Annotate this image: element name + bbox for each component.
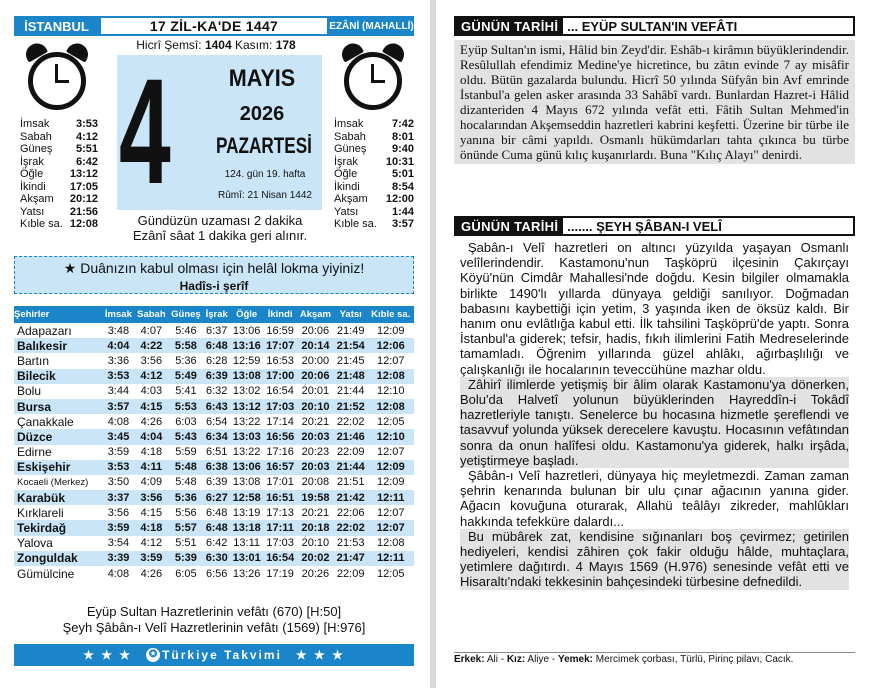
time-cell: 20:10	[301, 537, 330, 550]
prayer-time-value: 10:31	[385, 155, 414, 168]
time-cell: 22:02	[336, 415, 365, 428]
time-cell: 6:39	[206, 476, 228, 489]
prayer-time-value: 17:05	[69, 180, 98, 193]
time-cell: 6:56	[206, 567, 228, 580]
prayer-time-value: 12:08	[69, 218, 98, 230]
time-cell: 12:10	[367, 429, 414, 444]
article-paragraph: Şâbân-ı Velî hazretleri, dünyaya hiç meyletmezdi. Zaman zaman şehrin kenarında bulunan bir ulu çınar ağacının yanına gider. Ağacın kovuğuna oturarak, Allahü teâlâyı zikreder, mahlûkları hakkında tefekküre dalardı...	[460, 468, 849, 529]
hijri-date: 17 ZİL-KA'DE 1447	[99, 16, 329, 36]
city-name: Balıkesir	[14, 338, 102, 353]
time-cell: 13:22	[232, 446, 261, 459]
time-cell: 3:50	[107, 476, 130, 489]
time-cell: 17:03	[266, 537, 294, 550]
time-cell: 21:48	[334, 369, 367, 384]
prayer-time-label: Kıble sa.	[20, 218, 63, 230]
time-cell: 6:48	[204, 520, 230, 535]
table-header-row	[14, 306, 414, 323]
time-cell: 4:22	[134, 338, 168, 353]
prayer-time-row	[20, 168, 98, 181]
article-paragraph: Şabân-ı Velî hazretleri on altıncı yüzyılda yaşayan Osmanlı velîlerindendir. Kastamonu'nun Taşköprü ilçesinin Çakırçayı Köyü'nün Cimdâr Mahallesi'nde doğdu. Kesin bilgiler olmamakla birlikte 1490'lı yıllarda dünyaya geldiği sanılıyor. Doğmadan babasını kaybettiği için yetim, 3 yaşında iken de öksüz kaldı. Bir hanım onu evlâtlığa kabul etti. İlk tahsilini Taşköprü'de yaptı. Sonra İstanbul'a giderek; tefsir, hadis, fıkıh ilimlerini Fatih Medreselerinde tamamladı. Öğrenim yıllarında güzel ahlâkı, ağırbaşlılığı ve çalışkanlığı ile hocalarının teveccühüne mazhar oldu.	[460, 240, 849, 377]
time-cell: 4:15	[134, 399, 168, 414]
time-cell: 6:28	[206, 354, 228, 367]
city-name: Gümülcine	[17, 566, 75, 581]
event-line: Şeyh Şâbân-ı Velî Hazretlerinin vefâtı (1569) [H:976]	[62, 620, 366, 635]
table-header-cell: Öğle	[230, 306, 263, 323]
time-cell: 3:48	[107, 324, 130, 337]
time-cell: 21:54	[334, 338, 367, 353]
prayer-time-label: Güneş	[20, 143, 53, 155]
prayer-time-label: İşrak	[20, 155, 44, 168]
time-cell: 16:56	[263, 429, 296, 444]
prayer-time-value: 7:42	[391, 118, 414, 130]
time-cell: 12:59	[232, 354, 261, 367]
time-cell: 4:18	[140, 446, 163, 459]
time-cell: 20:06	[301, 324, 330, 337]
hadith-box	[14, 256, 414, 294]
prayer-time-label: Kıble sa.	[334, 218, 377, 230]
city-prayer-table	[14, 306, 414, 581]
prayer-time-row	[334, 118, 414, 131]
daylight-note: Gündüzün uzaması 2 dakika Ezânî sâat 1 dakika geri alınır.	[132, 213, 308, 243]
time-cell: 12:07	[376, 354, 405, 367]
time-cell: 12:11	[367, 490, 414, 505]
time-cell: 12:05	[376, 415, 405, 428]
table-header-cell: Yatsı	[334, 306, 367, 323]
time-cell: 16:51	[263, 490, 296, 505]
city-name: Bilecik	[14, 369, 102, 384]
time-cell: 17:00	[263, 369, 296, 384]
time-cell: 5:58	[168, 338, 203, 353]
city-name: Düzce	[14, 429, 102, 444]
time-cell: 12:10	[376, 385, 405, 398]
table-row	[14, 384, 414, 399]
city-name: Kocaeli (Merkez)	[17, 476, 89, 488]
hijri-shemsi-line: Hicrî Şemsî: 1404 Kasım: 178	[136, 38, 296, 52]
prayer-time-value: 3:53	[75, 118, 98, 130]
ezani-header: EZÂNİ (MAHALLİ)	[329, 16, 414, 36]
time-cell: 21:47	[334, 551, 367, 566]
time-cell: 20:08	[301, 476, 330, 489]
time-cell: 13:08	[230, 369, 263, 384]
prayer-time-value: 1:44	[391, 205, 414, 218]
prayer-time-row	[20, 218, 98, 231]
prayer-time-label: Öğle	[334, 168, 358, 180]
city-name: Zonguldak	[14, 551, 102, 566]
footer-title: Türkiye Takvimi	[162, 648, 282, 662]
time-cell: 6:37	[206, 324, 228, 337]
time-cell: 22:02	[334, 520, 367, 535]
time-cell: 17:01	[266, 476, 294, 489]
time-cell: 4:03	[140, 385, 163, 398]
time-cell: 21:49	[336, 324, 365, 337]
table-row	[14, 460, 414, 475]
time-cell: 4:09	[140, 476, 163, 489]
time-cell: 20:10	[297, 399, 334, 414]
year: 2026	[239, 103, 285, 125]
time-cell: 20:06	[297, 369, 334, 384]
time-cell: 21:42	[334, 490, 367, 505]
time-cell: 16:59	[266, 324, 294, 337]
time-cell: 13:22	[232, 415, 261, 428]
time-cell: 17:03	[263, 399, 296, 414]
time-cell: 12:06	[367, 338, 414, 353]
prayer-time-row	[20, 193, 98, 206]
time-cell: 16:53	[266, 354, 294, 367]
time-cell: 21:44	[334, 460, 367, 475]
time-cell: 4:26	[140, 415, 163, 428]
prayer-time-row	[334, 168, 414, 181]
time-cell: 3:36	[107, 354, 130, 367]
prayer-time-label: İmsak	[20, 118, 50, 130]
time-cell: 12:05	[376, 567, 405, 580]
time-cell: 5:48	[175, 476, 197, 489]
prayer-time-row	[334, 193, 414, 206]
section-header-eyup: GÜNÜN TARİHİ ... EYÜP SULTAN'IN VEFÂTI	[454, 16, 855, 36]
time-cell: 4:08	[107, 415, 130, 428]
prayer-time-value: 6:42	[75, 155, 98, 168]
time-cell: 5:49	[168, 369, 203, 384]
article-paragraph: Zâhirî ilimlerde yetişmiş bir âlim olarak Kastamonu'ya dönerken, Bolu'da Halvetî yolunun büyüklerinden Hayreddîn-i Tokâdî hazretleriyle tanıştı. Senelerce bu hocasına hizmetle şereflendi ve tasavvuf yolunda yüksek derecelere kavuştu. Hocasının vefâtından sonra da onun halîfesi oldu. Kastamonu'ya giderek, halkı irşâda, yetiştirmeye başladı.	[460, 376, 849, 468]
table-row	[14, 520, 414, 535]
time-cell: 12:07	[376, 506, 405, 519]
prayer-time-label: Yatsı	[334, 205, 359, 218]
table-header-cell: Şehirler	[14, 306, 102, 323]
city-name: Edirne	[17, 445, 52, 460]
time-cell: 3:37	[102, 490, 134, 505]
time-cell: 20:03	[297, 460, 334, 475]
footer-banner: ★ ★ ★ ✪ Türkiye Takvimi ★ ★ ★	[14, 644, 414, 666]
section-header-saban: GÜNÜN TARİHİ ....... ŞEYH ŞÂBAN-I VELÎ	[454, 216, 855, 236]
table-row	[14, 338, 414, 353]
local-prayer-times	[20, 118, 98, 231]
time-cell: 20:21	[301, 415, 330, 428]
time-cell: 12:09	[367, 460, 414, 475]
prayer-time-value: 21:56	[69, 205, 98, 218]
table-row	[14, 566, 414, 581]
time-cell: 17:19	[266, 567, 294, 580]
time-cell: 22:09	[336, 567, 365, 580]
prayer-time-row	[334, 206, 414, 219]
table-header-cell: Kıble sa.	[367, 306, 414, 323]
time-cell: 21:46	[334, 429, 367, 444]
time-cell: 6:48	[206, 506, 228, 519]
time-cell: 3:59	[134, 551, 168, 566]
table-row	[14, 551, 414, 566]
time-cell: 12:11	[367, 551, 414, 566]
time-cell: 22:09	[336, 446, 365, 459]
eyup-sultan-article: Eyüp Sultan'ın ismi, Hâlid bin Zeyd'dir. Eshâb-ı kirâmın büyüklerindendir. Resûlullah efendimiz Medine'ye hicretince, bu zâtın evinde 7 ay misâfir oldu. Bütün gazalarda bulundu. Hicrî 50 yılında Süfyân bin Avf emrinde İstanbul'a gelen asker arasında 33 Sahâbî vardı. Bunlardan Hazret-i Hâlid dizanteriden 4 Mayıs 672 yılında vefât etti. Fâtih Sultan Mehmed'in hocalarından Akşemseddin hazretleri kabrini keşfetti. Üzerine bir türbe ile yanına bir câmi yapıldı. Osmanlı hükümdarları tahta çıkınca bu türbe önünde Cuma günü kılıç kuşanırlardı. Buna "Kılıç Alayı" denirdi.	[454, 40, 855, 164]
prayer-time-value: 8:54	[391, 180, 414, 193]
time-cell: 13:03	[230, 429, 263, 444]
time-cell: 4:15	[140, 506, 163, 519]
prayer-time-row	[20, 156, 98, 169]
left-page	[0, 0, 434, 688]
time-cell: 6:03	[175, 415, 197, 428]
day-number: 4	[119, 47, 171, 215]
logo-icon: ✪	[146, 648, 160, 662]
city-name: Yalova	[17, 536, 53, 551]
time-cell: 20:03	[297, 429, 334, 444]
prayer-time-label: Sabah	[20, 130, 52, 143]
time-cell: 13:18	[230, 520, 263, 535]
time-cell: 5:43	[168, 429, 203, 444]
city-name: Eskişehir	[14, 460, 102, 475]
time-cell: 4:07	[140, 324, 163, 337]
city-name: Tekirdağ	[14, 520, 102, 535]
time-cell: 16:54	[266, 385, 294, 398]
prayer-time-row	[334, 156, 414, 169]
name-and-menu-line: Erkek: Ali - Kız: Aliye - Yemek: Mercimek çorbası, Türlü, Pirinç pilavı, Cacık.	[454, 652, 855, 665]
time-cell: 3:44	[107, 385, 130, 398]
time-cell: 22:06	[336, 506, 365, 519]
time-cell: 13:06	[230, 460, 263, 475]
time-cell: 20:02	[297, 551, 334, 566]
time-cell: 6:48	[204, 338, 230, 353]
time-cell: 20:01	[301, 385, 330, 398]
time-cell: 20:21	[301, 506, 330, 519]
time-cell: 20:18	[297, 520, 334, 535]
time-cell: 13:19	[232, 506, 261, 519]
time-cell: 12:07	[376, 446, 405, 459]
day-events	[14, 604, 414, 636]
time-cell: 5:51	[175, 537, 197, 550]
table-header-cell: Sabah	[134, 306, 168, 323]
time-cell: 4:26	[140, 567, 163, 580]
time-cell: 19:58	[297, 490, 334, 505]
time-cell: 13:01	[230, 551, 263, 566]
time-cell: 6:51	[206, 446, 228, 459]
prayer-time-row	[20, 131, 98, 144]
time-cell: 6:42	[206, 537, 228, 550]
time-cell: 6:27	[204, 490, 230, 505]
rumi-date: Rûmî: 21 Nisan 1442	[218, 190, 312, 201]
hadith-text: ★ Duânızın kabul olması için helâl lokma yiyiniz!	[63, 260, 365, 276]
city-name: Bartın	[17, 353, 50, 368]
prayer-time-label: İşrak	[334, 155, 358, 168]
city-name: Karabük	[14, 490, 102, 505]
article-paragraph: Bu mübârek zat, kendisine sığınanları boş çevirmez; getirilen hediyeleri, kendisi zâhiren çok fakir olduğu hâlde, muhtaçlara, yetimlere dağıtırdı. 4 Mayıs 1569 (H.976) senesinde vefât etti ve Hisaraltı'ndaki tekkesinin bahçesindeki türbesine defnedildi.	[460, 528, 849, 590]
time-cell: 16:57	[263, 460, 296, 475]
time-cell: 4:04	[102, 338, 134, 353]
prayer-time-row	[20, 206, 98, 219]
prayer-time-value: 3:57	[391, 218, 414, 230]
time-cell: 3:54	[107, 537, 130, 550]
city-name: Kırklareli	[17, 505, 64, 520]
time-cell: 4:11	[134, 460, 168, 475]
table-row	[14, 429, 414, 444]
time-cell: 5:48	[168, 460, 203, 475]
prayer-time-row	[334, 181, 414, 194]
time-cell: 12:09	[376, 476, 405, 489]
table-row	[14, 414, 414, 429]
event-line: Eyüp Sultan Hazretlerinin vefâtı (670) [H:50]	[86, 604, 342, 619]
time-cell: 6:32	[206, 385, 228, 398]
week-info: 124. gün 19. hafta	[224, 169, 306, 180]
time-cell: 21:44	[336, 385, 365, 398]
time-cell: 12:08	[367, 399, 414, 414]
time-cell: 3:56	[134, 490, 168, 505]
time-cell: 12:07	[367, 520, 414, 535]
time-cell: 13:06	[232, 324, 261, 337]
time-cell: 20:26	[301, 567, 330, 580]
time-cell: 12:08	[367, 369, 414, 384]
time-cell: 13:16	[230, 338, 263, 353]
time-cell: 6:30	[204, 551, 230, 566]
time-cell: 6:05	[175, 567, 197, 580]
time-cell: 17:07	[263, 338, 296, 353]
prayer-time-label: İkindi	[20, 180, 46, 193]
time-cell: 3:39	[102, 551, 134, 566]
city-name: Bursa	[14, 399, 102, 414]
time-cell: 13:26	[232, 567, 261, 580]
city-name: Çanakkale	[17, 414, 74, 429]
time-cell: 3:53	[102, 460, 134, 475]
table-header-cell: İşrak	[204, 306, 230, 323]
prayer-time-label: İmsak	[334, 118, 364, 130]
time-cell: 21:51	[336, 476, 365, 489]
table-row	[14, 369, 414, 384]
alarm-clock-icon	[22, 44, 92, 114]
table-row	[14, 399, 414, 414]
prayer-time-value: 12:00	[385, 193, 414, 205]
time-cell: 21:52	[334, 399, 367, 414]
table-row	[14, 475, 414, 490]
time-cell: 6:38	[204, 460, 230, 475]
time-cell: 5:39	[168, 551, 203, 566]
time-cell: 6:43	[204, 399, 230, 414]
prayer-time-row	[20, 118, 98, 131]
table-header-cell: İmsak	[102, 306, 134, 323]
month-name: MAYIS	[228, 65, 296, 92]
prayer-time-row	[334, 131, 414, 144]
time-cell: 5:46	[175, 324, 197, 337]
time-cell: 3:57	[102, 399, 134, 414]
time-cell: 4:12	[134, 369, 168, 384]
time-cell: 5:53	[168, 399, 203, 414]
prayer-time-value: 5:51	[75, 143, 98, 155]
time-cell: 4:04	[134, 429, 168, 444]
table-row	[14, 490, 414, 505]
time-cell: 5:57	[168, 520, 203, 535]
prayer-time-label: Güneş	[334, 143, 367, 155]
prayer-time-value: 4:12	[75, 130, 98, 143]
time-cell: 20:14	[297, 338, 334, 353]
prayer-time-label: Yatsı	[20, 205, 45, 218]
date-box	[117, 47, 322, 215]
ezani-prayer-times	[334, 118, 414, 231]
time-cell: 5:59	[175, 446, 197, 459]
city-header: İSTANBUL	[14, 16, 99, 36]
top-bar	[14, 16, 414, 36]
prayer-time-label: Akşam	[334, 193, 368, 205]
prayer-time-label: İkindi	[334, 180, 360, 193]
prayer-time-row	[20, 181, 98, 194]
time-cell: 5:56	[175, 506, 197, 519]
table-row	[14, 505, 414, 520]
time-cell: 5:36	[168, 490, 203, 505]
table-header-cell: Akşam	[297, 306, 334, 323]
table-row	[14, 323, 414, 338]
prayer-time-row	[334, 218, 414, 231]
time-cell: 6:34	[204, 429, 230, 444]
alarm-clock-icon	[338, 44, 408, 114]
time-cell: 17:13	[266, 506, 294, 519]
time-cell: 4:18	[134, 520, 168, 535]
time-cell: 13:12	[230, 399, 263, 414]
table-row	[14, 445, 414, 460]
time-cell: 12:08	[376, 537, 405, 550]
right-page	[435, 0, 869, 688]
time-cell: 17:11	[263, 520, 296, 535]
time-cell: 16:54	[263, 551, 296, 566]
time-cell: 21:45	[336, 354, 365, 367]
time-cell: 17:16	[266, 446, 294, 459]
time-cell: 13:08	[232, 476, 261, 489]
time-cell: 3:45	[102, 429, 134, 444]
city-name: Adapazarı	[17, 323, 72, 338]
table-row	[14, 536, 414, 551]
time-cell: 12:58	[230, 490, 263, 505]
time-cell: 5:36	[175, 354, 197, 367]
time-cell: 20:00	[301, 354, 330, 367]
weekday: PAZARTESİ	[215, 133, 312, 158]
prayer-time-value: 13:12	[69, 168, 98, 180]
hadith-source: Hadîs-i şerîf	[179, 279, 249, 293]
time-cell: 13:02	[232, 385, 261, 398]
time-cell: 3:56	[140, 354, 163, 367]
time-cell: 12:09	[376, 324, 405, 337]
prayer-time-label: Öğle	[20, 168, 44, 180]
time-cell: 20:23	[301, 446, 330, 459]
time-cell: 3:53	[102, 369, 134, 384]
table-row	[14, 353, 414, 368]
time-cell: 5:41	[175, 385, 197, 398]
city-name: Bolu	[17, 384, 42, 399]
table-header-cell: İkindi	[263, 306, 296, 323]
prayer-time-label: Akşam	[20, 193, 54, 205]
prayer-time-value: 8:01	[391, 130, 414, 143]
time-cell: 6:39	[204, 369, 230, 384]
saban-veli-article	[454, 238, 855, 592]
time-cell: 6:54	[206, 415, 228, 428]
prayer-time-row	[20, 143, 98, 156]
time-cell: 13:11	[233, 537, 260, 550]
table-header-cell: Güneş	[168, 306, 203, 323]
prayer-time-row	[334, 143, 414, 156]
time-cell: 3:59	[102, 520, 134, 535]
time-cell: 4:12	[140, 537, 163, 550]
time-cell: 4:08	[107, 567, 130, 580]
time-cell: 3:56	[107, 506, 130, 519]
time-cell: 3:59	[107, 446, 130, 459]
prayer-time-value: 9:40	[391, 143, 414, 155]
prayer-time-label: Sabah	[334, 130, 366, 143]
prayer-time-value: 5:01	[391, 168, 414, 180]
time-cell: 21:53	[336, 537, 365, 550]
time-cell: 17:14	[266, 415, 294, 428]
prayer-time-value: 20:12	[69, 193, 98, 205]
